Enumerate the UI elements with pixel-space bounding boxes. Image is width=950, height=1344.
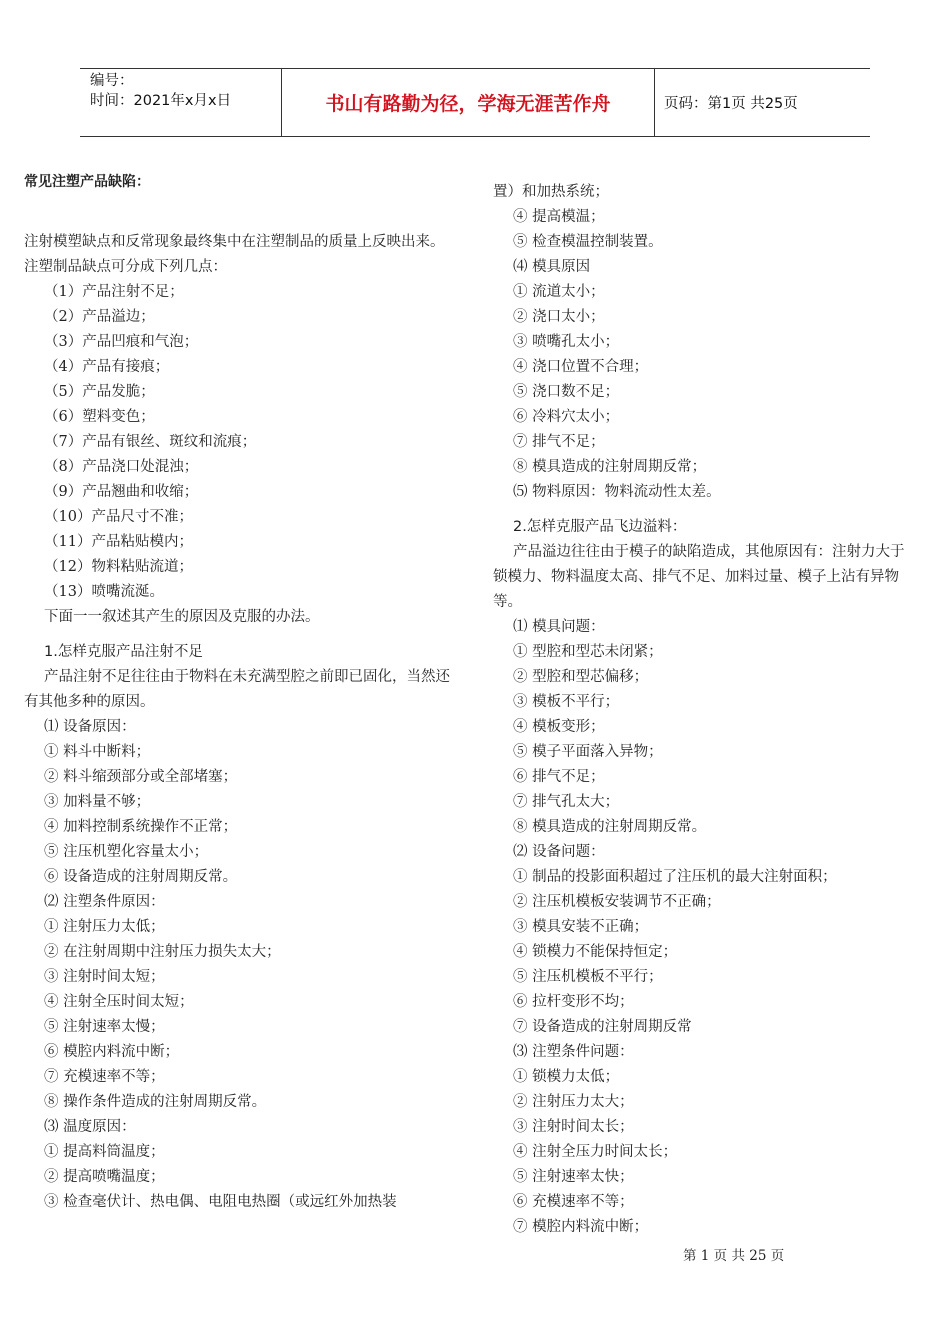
list-item: ③ 加料量不够；	[44, 794, 151, 810]
section-intro: 产品注射不足往往由于物料在未充满型腔之前即已固化，当然还有其他多种的原因。	[24, 669, 450, 710]
list-item: ④ 提高模温；	[513, 209, 605, 225]
section-heading: 2.怎样克服产品飞边溢料：	[513, 519, 687, 535]
list-item: ⑤ 注射速率太慢；	[44, 1019, 165, 1035]
list-item: ① 制品的投影面积超过了注压机的最大注射面积；	[513, 869, 837, 885]
list-item: ② 提高喷嘴温度；	[44, 1169, 165, 1185]
left-column	[24, 170, 450, 1215]
list-item: ⑤ 注压机塑化容量太小；	[44, 844, 209, 860]
list-item: ① 料斗中断料；	[44, 744, 151, 760]
continued-line: 置）和加热系统；	[493, 184, 609, 200]
list-item: ⑴ 模具问题：	[513, 619, 605, 635]
defect-item: （1）产品注射不足；	[44, 284, 184, 300]
list-item: ⑧ 模具造成的注射周期反常；	[513, 459, 707, 475]
page-header	[80, 68, 870, 137]
section-intro: 产品溢边往往由于模子的缺陷造成，其他原因有：注射力大于锁模力、物料温度太高、排气不足、加料过量、模子上沾有异物等。	[493, 544, 905, 610]
time-label: 时间：2021年x月x日	[90, 93, 232, 109]
defect-item: （6）塑料变色；	[44, 409, 155, 425]
number-label: 编号：	[90, 73, 134, 89]
list-item: ① 型腔和型芯未闭紧；	[513, 644, 663, 660]
list-item: ⑦ 排气孔太大；	[513, 794, 620, 810]
defect-item: （11）产品粘贴模内；	[44, 534, 193, 550]
list-item: ⑤ 模子平面落入异物；	[513, 744, 663, 760]
header-divider	[654, 69, 655, 136]
list-item: ⑥ 冷料穴太小；	[513, 409, 620, 425]
list-item: ⑧ 模具造成的注射周期反常。	[513, 819, 707, 835]
list-item: ⑵ 注塑条件原因：	[44, 894, 165, 910]
list-item: ③ 模板不平行；	[513, 694, 620, 710]
defect-item: （3）产品凹痕和气泡；	[44, 334, 199, 350]
list-item: ④ 模板变形；	[513, 719, 605, 735]
list-item: ③ 喷嘴孔太小；	[513, 334, 620, 350]
doc-title: 常见注塑产品缺陷：	[24, 174, 150, 190]
list-item: ③ 检查毫伏计、热电偶、电阻电热圈（或远红外加热装	[44, 1194, 397, 1210]
list-item: ⑦ 模腔内料流中断；	[513, 1219, 649, 1235]
section-heading: 1.怎样克服产品注射不足	[44, 644, 203, 660]
list-item: ⑤ 注射速率太快；	[513, 1169, 634, 1185]
right-column	[493, 180, 918, 1240]
defect-item: （4）产品有接痕；	[44, 359, 170, 375]
list-item: ⑧ 操作条件造成的注射周期反常。	[44, 1094, 267, 1110]
list-item: ⑷ 模具原因	[513, 259, 591, 275]
page-footer: 第 1 页 共 25 页	[683, 1248, 785, 1264]
spacer	[493, 505, 918, 515]
list-item: ② 注压机模板安装调节不正确；	[513, 894, 721, 910]
defect-item: （2）产品溢边；	[44, 309, 155, 325]
list-item: ④ 注射全压力时间太长；	[513, 1144, 678, 1160]
list-item: ⑶ 注塑条件问题：	[513, 1044, 634, 1060]
list-item: ② 料斗缩颈部分或全部堵塞；	[44, 769, 238, 785]
list-item: ② 在注射周期中注射压力损失太大；	[44, 944, 281, 960]
list-item: ④ 加料控制系统操作不正常；	[44, 819, 238, 835]
spacer	[24, 630, 450, 640]
defect-item: （8）产品浇口处混浊；	[44, 459, 199, 475]
list-item: ⑥ 排气不足；	[513, 769, 605, 785]
list-item: ④ 浇口位置不合理；	[513, 359, 649, 375]
list-item: ② 浇口太小；	[513, 309, 605, 325]
followup-text: 下面一一叙述其产生的原因及克服的办法。	[44, 609, 320, 625]
list-item: ① 注射压力太低；	[44, 919, 165, 935]
list-item: ⑥ 充模速率不等；	[513, 1194, 634, 1210]
list-item: ⑸ 物料原因：物料流动性太差。	[513, 484, 721, 500]
list-item: ⑴ 设备原因：	[44, 719, 136, 735]
intro-paragraph: 注射模塑缺点和反常现象最终集中在注塑制品的质量上反映出来。注塑制品缺点可分成下列几点：	[24, 234, 445, 275]
defect-item: （9）产品翘曲和收缩；	[44, 484, 199, 500]
list-item: ⑤ 注压机模板不平行；	[513, 969, 663, 985]
list-item: ⑶ 温度原因：	[44, 1119, 136, 1135]
list-item: ③ 注射时间太长；	[513, 1119, 634, 1135]
list-item: ④ 注射全压时间太短；	[44, 994, 194, 1010]
list-item: ⑥ 模腔内料流中断；	[44, 1044, 180, 1060]
list-item: ③ 模具安装不正确；	[513, 919, 649, 935]
defect-item: （12）物料粘贴流道；	[44, 559, 193, 575]
header-motto: 书山有路勤为径，学海无涯苦作舟	[325, 93, 611, 115]
spacer	[24, 195, 450, 220]
defect-item: （5）产品发脆；	[44, 384, 155, 400]
list-item: ⑦ 充模速率不等；	[44, 1069, 165, 1085]
header-meta	[90, 71, 280, 111]
defect-item: （13）喷嘴流涎。	[44, 584, 164, 600]
list-item: ⑵ 设备问题：	[513, 844, 605, 860]
list-item: ⑥ 拉杆变形不均；	[513, 994, 634, 1010]
list-item: ⑤ 检查模温控制装置。	[513, 234, 663, 250]
list-item: ⑤ 浇口数不足；	[513, 384, 620, 400]
defect-item: （10）产品尺寸不准；	[44, 509, 193, 525]
list-item: ⑦ 设备造成的注射周期反常	[513, 1019, 692, 1035]
list-item: ① 流道太小；	[513, 284, 605, 300]
list-item: ① 锁模力太低；	[513, 1069, 620, 1085]
list-item: ④ 锁模力不能保持恒定；	[513, 944, 678, 960]
list-item: ① 提高料筒温度；	[44, 1144, 165, 1160]
header-page-info: 页码：第1页 共25页	[664, 96, 798, 112]
spacer	[24, 220, 450, 230]
list-item: ② 注射压力太大；	[513, 1094, 634, 1110]
defect-item: （7）产品有银丝、斑纹和流痕；	[44, 434, 257, 450]
list-item: ② 型腔和型芯偏移；	[513, 669, 649, 685]
list-item: ⑥ 设备造成的注射周期反常。	[44, 869, 238, 885]
list-item: ③ 注射时间太短；	[44, 969, 165, 985]
list-item: ⑦ 排气不足；	[513, 434, 605, 450]
